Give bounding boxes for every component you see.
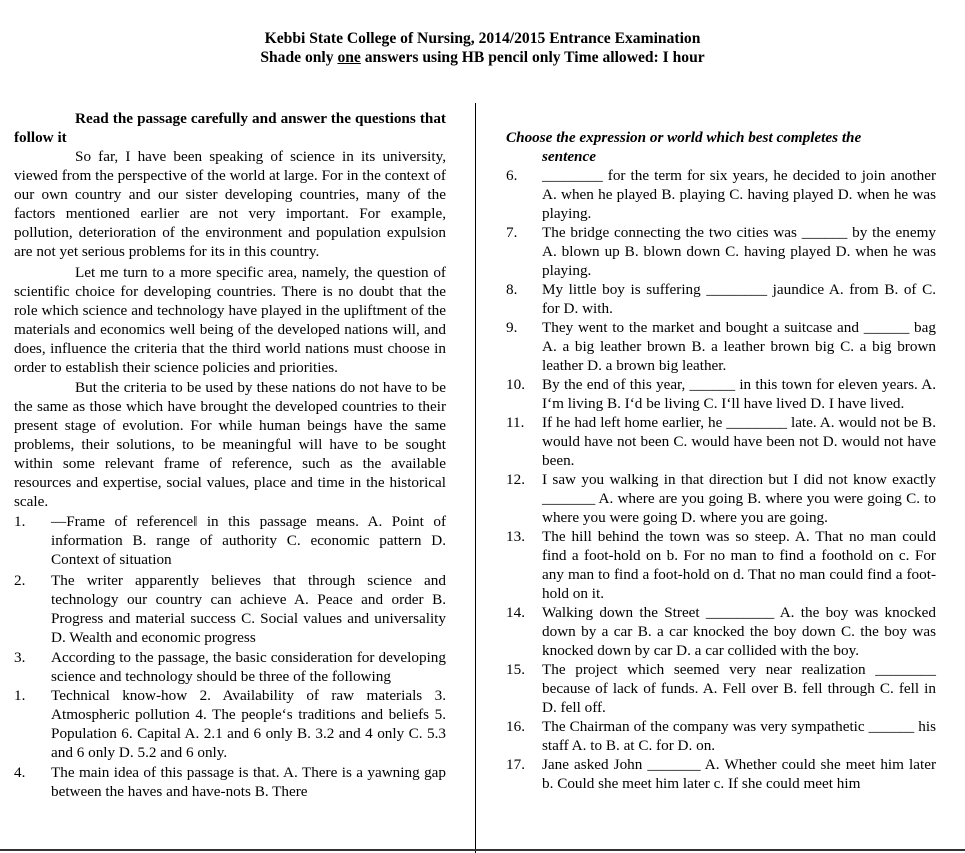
right-column xyxy=(506,128,936,793)
question-item xyxy=(14,648,446,686)
question-number: 10. xyxy=(506,376,525,393)
question-item xyxy=(14,686,446,762)
question-text: The writer apparently believes that through science and technology our country can achieve A. Peace and order B. Progress and material success C. Social values and universality D. Wealth and economic progress xyxy=(51,572,446,646)
question-number: 15. xyxy=(506,661,525,678)
question-number: 7. xyxy=(506,224,518,241)
question-number: 3. xyxy=(14,649,26,666)
passage-instruction: Read the passage carefully and answer the questions that follow it xyxy=(14,110,446,146)
question-item xyxy=(506,413,936,470)
question-number: 13. xyxy=(506,528,525,545)
question-number: 9. xyxy=(506,319,518,336)
question-text: The project which seemed very near realization ________ because of lack of funds. A. Fell over B. fell through C. fell in D. fell off. xyxy=(542,661,936,716)
question-item xyxy=(14,512,446,569)
column-divider xyxy=(475,103,476,853)
question-text: If he had left home earlier, he ________ late. A. would not be B. would have not been C. would have been not D. would not have been. xyxy=(542,414,936,469)
section-title-line2: sentence xyxy=(542,148,596,165)
question-text: Technical know-how 2. Availability of raw materials 3. Atmospheric pollution 4. The people‘s traditions and beliefs 5. Population 6. Capital A. 2.1 and 6 only B. 3.2 and 4 only C. 5.3 and 6 only D. 5.2 and 6 only. xyxy=(51,687,446,761)
question-text: They went to the market and bought a suitcase and ______ bag A. a big leather brown B. a leather brown big C. a big brown leather D. a brown big leather. xyxy=(542,319,936,374)
question-item xyxy=(506,280,936,318)
question-number: 1. xyxy=(14,513,26,530)
question-number: 14. xyxy=(506,604,525,621)
exam-instructions xyxy=(0,48,965,67)
question-item xyxy=(506,603,936,660)
question-number: 4. xyxy=(14,764,26,781)
question-text: The bridge connecting the two cities was ______ by the enemy A. blown up B. blown down C. having played D. when he was playing. xyxy=(542,224,936,279)
question-item xyxy=(506,166,936,223)
question-text: I saw you walking in that direction but I did not know exactly _______ A. where are you going B. where you were going C. to where you were going D. where you are going. xyxy=(542,471,936,526)
exam-header xyxy=(0,29,965,67)
question-text: Walking down the Street _________ A. the boy was knocked down by a car B. a car knocked the boy down C. the boy was knocked down by car D. a car collided with the boy. xyxy=(542,604,936,659)
question-number: 2. xyxy=(14,572,26,589)
page-bottom-rule xyxy=(0,849,965,851)
question-item xyxy=(506,660,936,717)
question-item xyxy=(14,571,446,647)
question-item xyxy=(506,223,936,280)
question-item xyxy=(506,717,936,755)
question-text: The hill behind the town was so steep. A. That no man could find a foot-hold on b. For no man to find a foothold on c. For any man to find a foot-hold on d. That no man could find a foot-hold on it. xyxy=(542,528,936,602)
question-number: 12. xyxy=(506,471,525,488)
question-number: 6. xyxy=(506,167,518,184)
question-item xyxy=(506,375,936,413)
question-text: ________ for the term for six years, he decided to join another A. when he played B. playing C. having played D. when he was playing. xyxy=(542,167,936,222)
question-item xyxy=(506,755,936,793)
question-number: 17. xyxy=(506,756,525,773)
passage-paragraph: Let me turn to a more specific area, namely, the question of scientific choice for developing countries. There is no doubt that the role which science and technology have played in the upliftment of the materials and economics well being of the developed nations will, and does, influence the criteria that the third world nations must choose in order to establish their science policies and priorities. xyxy=(14,264,446,376)
instructions-underlined: one xyxy=(337,49,361,66)
question-number: 1. xyxy=(14,687,26,704)
question-text: By the end of this year, ______ in this town for eleven years. A. I‘m living B. I‘d be living C. I‘ll have lived D. I have lived. xyxy=(542,376,936,412)
question-item xyxy=(14,763,446,801)
question-number: 16. xyxy=(506,718,525,735)
question-text: The Chairman of the company was very sympathetic ______ his staff A. to B. at C. for D. on. xyxy=(542,718,936,754)
instructions-pre: Shade only xyxy=(260,49,338,66)
section-title: Choose the expression or world which best completes the xyxy=(506,129,862,146)
question-text: Jane asked John _______ A. Whether could she meet him later b. Could she meet him later c. If she could meet him xyxy=(542,756,936,792)
question-text: My little boy is suffering ________ jaundice A. from B. of C. for D. with. xyxy=(542,281,936,317)
instructions-post: answers using HB pencil only Time allowed: I hour xyxy=(360,49,705,66)
question-number: 11. xyxy=(506,414,525,431)
question-text: ―Frame of reference‖ in this passage means. A. Point of information B. range of authority C. economic pattern D. Context of situation xyxy=(51,513,446,568)
question-text: According to the passage, the basic consideration for developing science and technology should be three of the following xyxy=(51,649,446,685)
question-item xyxy=(506,470,936,527)
passage-paragraph: But the criteria to be used by these nations do not have to be the same as those which have brought the developed countries to their present stage of evolution. For while human beings have the same problems, their solutions, to be meaningful will have to be sought within some relevant frame of reference, such as the available resources and expertise, social values, place and time in the historical scale. xyxy=(14,379,446,510)
question-item xyxy=(506,318,936,375)
passage-paragraph: So far, I have been speaking of science in its university, viewed from the perspective of the world at large. For in the context of our own country and our sister developing countries, many of the factors mentioned earlier are not very important. For example, pollution, deterioration of the environment and population expulsion are not yet serious problems for its in this country. xyxy=(14,148,446,260)
question-text: The main idea of this passage is that. A. There is a yawning gap between the haves and have-nots B. There xyxy=(51,764,446,800)
question-item xyxy=(506,527,936,603)
exam-title: Kebbi State College of Nursing, 2014/2015 Entrance Examination xyxy=(264,30,701,47)
left-column xyxy=(14,109,446,801)
question-number: 8. xyxy=(506,281,518,298)
